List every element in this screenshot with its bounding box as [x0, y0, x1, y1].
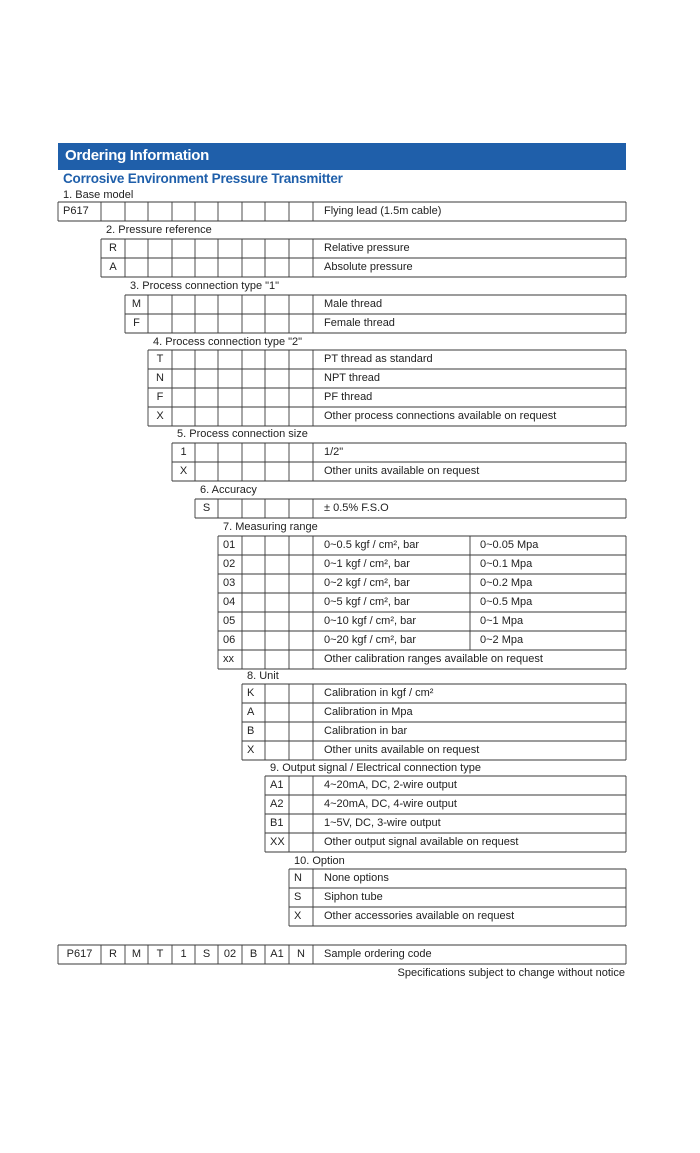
option-code: xx: [223, 653, 234, 665]
option-description: Relative pressure: [324, 242, 410, 254]
sample-code-cell: 02: [223, 948, 237, 960]
option-code: X: [247, 744, 255, 756]
section-label: 6. Accuracy: [200, 484, 257, 496]
option-description: Male thread: [324, 298, 383, 310]
option-code: F: [156, 391, 164, 403]
option-description: 0~20 kgf / cm², bar: [324, 634, 417, 646]
option-code: A1: [270, 779, 284, 791]
sample-code-cell: A1: [270, 948, 284, 960]
option-code: X: [179, 465, 188, 477]
option-description: 4~20mA, DC, 2-wire output: [324, 779, 457, 791]
sample-code-cell: N: [297, 948, 305, 960]
option-description: 1/2": [324, 446, 344, 458]
option-description-mpa: 0~0.1 Mpa: [480, 558, 533, 570]
option-description: 0~0.5 kgf / cm², bar: [324, 539, 420, 551]
option-code: A: [247, 706, 255, 718]
option-description-mpa: 0~1 Mpa: [480, 615, 524, 627]
sample-code-cell: T: [156, 948, 164, 960]
option-description: 0~10 kgf / cm², bar: [324, 615, 417, 627]
sample-code-cell: 1: [180, 948, 187, 960]
section-label: 8. Unit: [247, 670, 279, 682]
option-description: 0~2 kgf / cm², bar: [324, 577, 410, 589]
section-label: 10. Option: [294, 855, 345, 867]
option-description: PT thread as standard: [324, 353, 433, 365]
option-code: N: [294, 872, 302, 884]
option-description: 4~20mA, DC, 4-wire output: [324, 798, 457, 810]
sample-code-cell: R: [109, 948, 117, 960]
option-description: Calibration in bar: [324, 725, 408, 737]
option-code: P617: [63, 205, 89, 217]
option-code: S: [202, 502, 211, 514]
section-label: 2. Pressure reference: [106, 224, 212, 236]
sample-code-cell: M: [131, 948, 142, 960]
option-description: 0~1 kgf / cm², bar: [324, 558, 410, 570]
option-code: XX: [270, 836, 285, 848]
option-code: T: [156, 353, 164, 365]
option-code: K: [247, 687, 255, 699]
option-description-mpa: 0~0.05 Mpa: [480, 539, 539, 551]
option-description: Female thread: [324, 317, 395, 329]
option-description: Other accessories available on request: [324, 910, 515, 922]
section-label: 7. Measuring range: [223, 521, 318, 533]
option-code: 03: [223, 577, 236, 589]
option-description: ± 0.5% F.S.O: [324, 502, 389, 514]
page-title: Ordering Information: [65, 147, 210, 164]
option-description: 1~5V, DC, 3-wire output: [324, 817, 441, 829]
sample-code-cell: B: [249, 948, 258, 960]
option-code: 05: [223, 615, 236, 627]
option-description: Other process connections available on request: [324, 410, 557, 422]
option-code: R: [109, 242, 117, 254]
option-description: Other calibration ranges available on request: [324, 653, 543, 665]
section-label: 3. Process connection type "1": [130, 280, 280, 292]
option-description-mpa: 0~2 Mpa: [480, 634, 524, 646]
option-code: B1: [270, 817, 284, 829]
sample-code-cell: S: [202, 948, 211, 960]
option-code: F: [133, 317, 140, 329]
section-label: 4. Process connection type "2": [153, 336, 303, 348]
option-description-mpa: 0~0.2 Mpa: [480, 577, 533, 589]
option-code: A2: [270, 798, 284, 810]
option-description: Other output signal available on request: [324, 836, 519, 848]
option-code: 01: [223, 539, 236, 551]
sample-code-description: Sample ordering code: [324, 948, 432, 960]
option-code: X: [156, 410, 164, 422]
option-code: 02: [223, 558, 236, 570]
option-description: None options: [324, 872, 389, 884]
sample-code-cell: P617: [66, 948, 93, 960]
option-description: PF thread: [324, 391, 373, 403]
option-description: Other units available on request: [324, 465, 480, 477]
section-label: 5. Process connection size: [177, 428, 308, 440]
option-code: A: [109, 261, 117, 273]
option-code: M: [131, 298, 142, 310]
option-description: NPT thread: [324, 372, 381, 384]
option-description: Calibration in kgf / cm²: [324, 687, 434, 699]
option-code: B: [247, 725, 255, 737]
option-description: Flying lead (1.5m cable): [324, 205, 442, 217]
option-description-mpa: 0~0.5 Mpa: [480, 596, 533, 608]
option-code: 06: [223, 634, 236, 646]
option-description: Calibration in Mpa: [324, 706, 413, 718]
option-code: 04: [223, 596, 236, 608]
option-description: 0~5 kgf / cm², bar: [324, 596, 410, 608]
product-subtitle: Corrosive Environment Pressure Transmitter: [63, 171, 343, 186]
option-code: 1: [180, 446, 187, 458]
footnote: Specifications subject to change without notice: [397, 967, 625, 979]
section-label: 9. Output signal / Electrical connection type: [270, 762, 481, 774]
option-description: Siphon tube: [324, 891, 383, 903]
option-code: X: [294, 910, 302, 922]
option-description: Other units available on request: [324, 744, 480, 756]
option-description: Absolute pressure: [324, 261, 413, 273]
option-code: N: [156, 372, 164, 384]
option-code: S: [294, 891, 302, 903]
section-label: 1. Base model: [63, 189, 134, 201]
